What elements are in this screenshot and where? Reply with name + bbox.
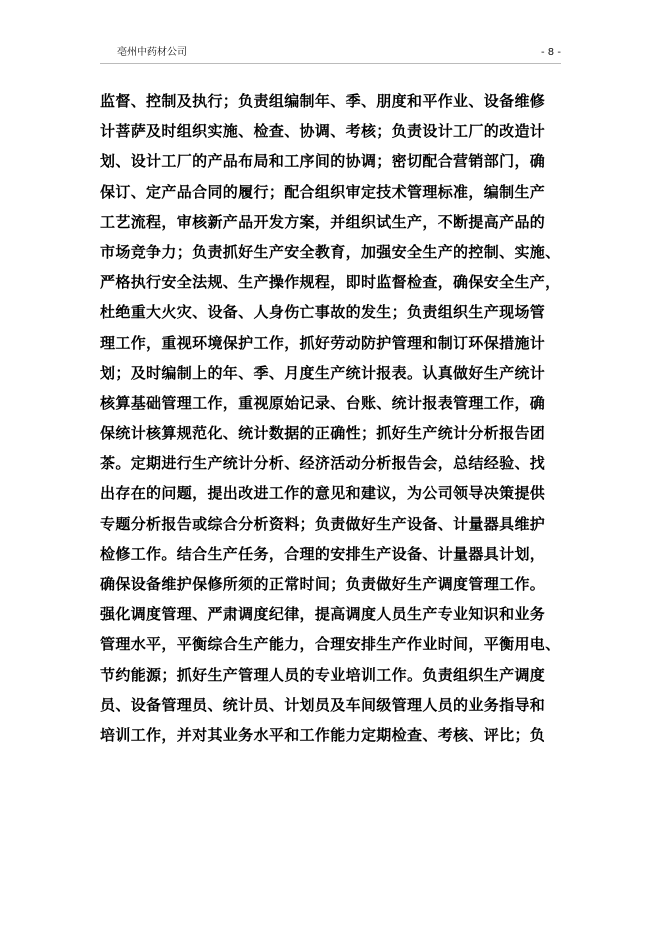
- text-line: 管理水平，平衡综合生产能力，合理安排生产作业时间，平衡用电、: [100, 635, 561, 654]
- text-line: 监督、控制及执行；负责组编制年、季、朋度和平作业、设备维修: [100, 92, 546, 110]
- text-line: 划、设计工厂的产品布局和工序间的协调；密切配合营销部门，确: [100, 152, 546, 171]
- text-line: 保订、定产品合同的履行；配合组织审定技术管理标准，编制生产: [100, 182, 546, 201]
- text-line: 核算基础管理工作，重视原始记录、台账、统计报表管理工作，确: [100, 393, 546, 412]
- text-line: 保统计核算规范化、统计数据的正确性；抓好生产统计分析报告团: [100, 424, 546, 443]
- page-header: [0, 0, 662, 70]
- text-line: 培训工作，并对其业务水平和工作能力定期检查、考核、评比；负: [100, 725, 546, 744]
- text-line: 严格执行安全法规、生产操作规程，即时监督检查，确保安全生产，: [100, 273, 561, 292]
- page-number: - 8 -: [541, 47, 561, 58]
- text-line: 杜绝重大火灾、设备、人身伤亡事故的发生；负责组织生产现场管: [100, 303, 546, 322]
- text-line: 专题分析报告或综合分析资料；负责做好生产设备、计量器具维护: [100, 514, 546, 533]
- text-line: 员、设备管理员、统计员、计划员及车间级管理人员的业务指导和: [100, 695, 546, 714]
- text-line: 强化调度管理、严肃调度纪律，提高调度人员生产专业知识和业务: [100, 605, 546, 624]
- text-line: 划；及时编制上的年、季、月度生产统计报表。认真做好生产统计: [100, 363, 546, 382]
- text-line: 出存在的问题，提出改进工作的意见和建议，为公司领导决策提供: [100, 484, 546, 503]
- body-paragraph: [100, 86, 570, 750]
- text-line: 理工作，重视环境保护工作，抓好劳动防护管理和制订环保措施计: [100, 333, 546, 352]
- company-name: 亳州中药材公司: [117, 47, 187, 58]
- text-line: 节约能源；抓好生产管理人员的专业培训工作。负责组织生产调度: [100, 665, 546, 684]
- text-line: 计菩萨及时组织实施、检查、协调、考核；负责设计工厂的改造计: [100, 122, 546, 141]
- text-line: 检修工作。结合生产任务，合理的安排生产设备、计量器具计划，: [100, 544, 546, 563]
- text-line: 确保设备维护保修所须的正常时间；负责做好生产调度管理工作。: [100, 575, 546, 593]
- header-divider: [100, 63, 561, 64]
- text-line: 工艺流程，审核新产品开发方案，并组织试生产，不断提高产品的: [100, 212, 546, 231]
- text-line: 茶。定期进行生产统计分析、经济活动分析报告会，总结经验、找: [100, 454, 546, 473]
- text-line: 市场竞争力；负责抓好生产安全教育，加强安全生产的控制、实施、: [100, 242, 561, 261]
